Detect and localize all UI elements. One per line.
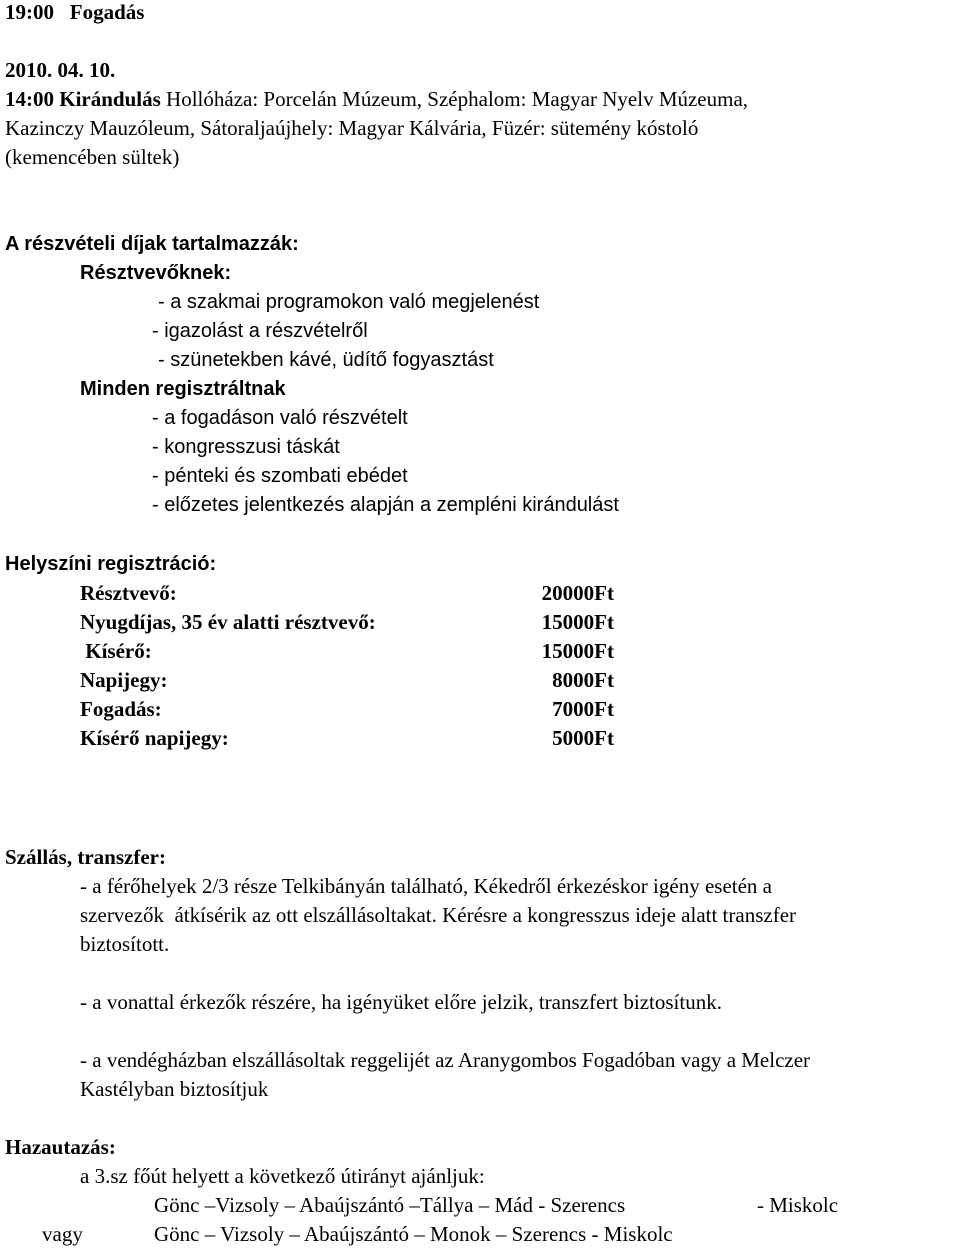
registered-item: - előzetes jelentkezés alapján a zempléni kirándulást [152, 494, 619, 516]
participants-item: - igazolást a részvételről [152, 320, 368, 342]
excursion-text-2: Kazinczy Mauzóleum, Sátoraljaújhely: Magyar Kálvária, Füzér: sütemény kóstoló [5, 116, 699, 140]
price-label: Napijegy: [80, 668, 168, 692]
route-1: Gönc –Vizsoly – Abaújszántó –Tállya – Mád - Szerencs [154, 1193, 626, 1217]
participants-item: - a szakmai programokon való megjelenést [158, 291, 540, 313]
return-intro: a 3.sz főút helyett a következő útirányt ajánljuk: [80, 1164, 485, 1188]
lodging-p3-line: Kastélyban biztosítjuk [80, 1077, 269, 1101]
lodging-title: Szállás, transzfer: [5, 845, 166, 869]
reception-label: Fogadás [69, 0, 145, 24]
excursion-text-1: Hollóháza: Porcelán Múzeum, Széphalom: Magyar Nyelv Múzeuma, [166, 87, 749, 111]
lodging-p2: - a vonattal érkezők részére, ha igényüket előre jelzik, transzfert biztosítunk. [80, 990, 722, 1014]
excursion-text-3: (kemencében sültek) [5, 145, 180, 169]
reception-line [5, 0, 144, 27]
lodging-p1-line: biztosított. [80, 932, 170, 956]
onsite-title: Helyszíni regisztráció: [5, 553, 217, 575]
price-label: Fogadás: [80, 697, 162, 721]
price-label: Kísérő: [80, 639, 152, 663]
reception-time: 19:00 [5, 0, 54, 24]
or-label: vagy [42, 1222, 83, 1246]
participants-item: - szünetekben kávé, üdítő fogyasztást [158, 349, 494, 371]
registered-item: - a fogadáson való részvételt [152, 407, 408, 429]
registered-item: - kongresszusi táskát [152, 436, 340, 458]
excursion-label: Kirándulás [59, 87, 161, 111]
excursion-line [5, 85, 748, 114]
price-value: 20000Ft [541, 581, 614, 605]
registered-item: - pénteki és szombati ebédet [152, 465, 408, 487]
price-value: 8000Ft [552, 668, 614, 692]
excursion-time: 14:00 [5, 87, 54, 111]
route-1-end: - Miskolc [757, 1193, 839, 1217]
price-value: 5000Ft [552, 726, 614, 750]
lodging-p3-line: - a vendégházban elszállásoltak reggelijét az Aranygombos Fogadóban vagy a Melczer [80, 1048, 811, 1072]
participants-label: Résztvevőknek: [80, 262, 232, 284]
lodging-p1-line: szervezők átkísérik az ott elszállásoltakat. Kérésre a kongresszus ideje alatt transzfer [80, 903, 797, 927]
date-line: 2010. 04. 10. [5, 58, 116, 82]
lodging-p1-line: - a férőhelyek 2/3 része Telkibányán található, Kékedről érkezéskor igény esetén a [80, 874, 772, 898]
route-2: Gönc – Vizsoly – Abaújszántó – Monok – Szerencs - Miskolc [154, 1222, 673, 1246]
fees-title: A részvételi díjak tartalmazzák: [5, 233, 299, 255]
price-label: Nyugdíjas, 35 év alatti résztvevő: [80, 610, 376, 634]
return-title: Hazautazás: [5, 1135, 116, 1159]
price-label: Résztvevő: [80, 581, 177, 605]
price-value: 15000Ft [541, 610, 614, 634]
registered-label: Minden regisztráltnak [80, 378, 286, 400]
price-value: 15000Ft [541, 639, 614, 663]
price-value: 7000Ft [552, 697, 614, 721]
price-label: Kísérő napijegy: [80, 726, 229, 750]
